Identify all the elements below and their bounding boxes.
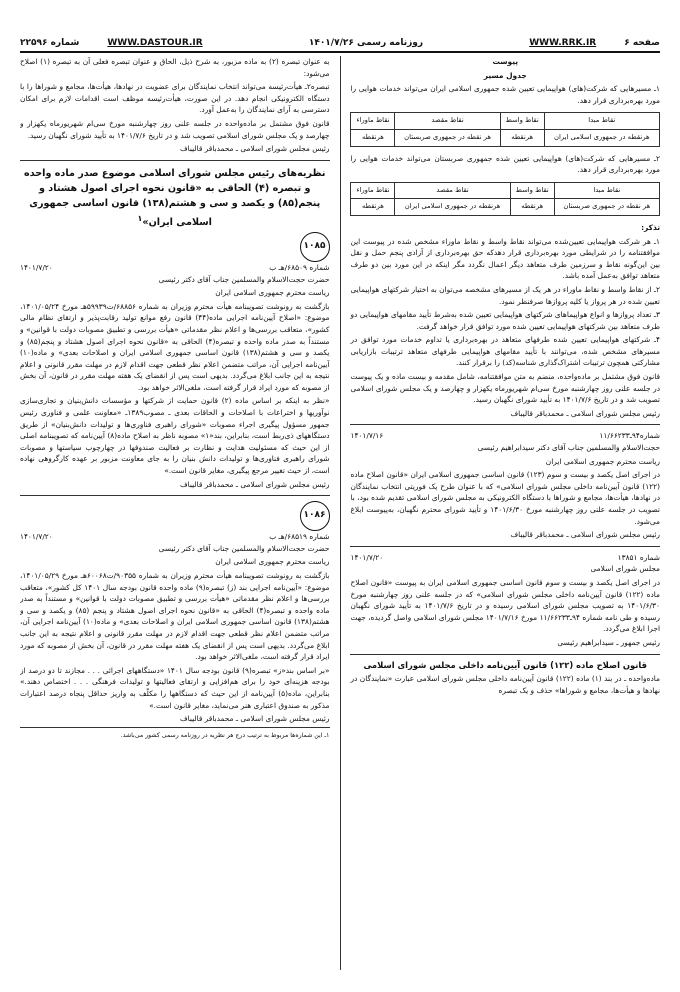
letter-body: در اجرای اصل یکصد و بیست و سوم قانون اساسی جمهوری اسلامی ایران به پیوست «قانون اصلاح ماده (۱۲۲) قانون آیین‌نامه داخلی مجلس شورای اسلامی» که در جلسه علنی روز چهارشنبه مورخ ۱۴۰۱/۶/۳۰ به تصویب مجلس شورای اسلامی رسیده و در تاریخ ۱۴۰۱/۷/۶ به تأیید شورای نگهبان رسیده و طی نامه شماره ۹۴ـ۱۱/۶۶۲۳۳ مورخ ۱۴۰۱/۷/۱۶ مجلس شورای اسلامی واصل گردیده، جهت اجرا ابلاغ می‌گردد. bbox=[350, 577, 660, 634]
signature: رئیس مجلس شورای اسلامی ـ محمدباقر قالیباف bbox=[179, 479, 330, 489]
divider bbox=[20, 495, 330, 496]
column-divider bbox=[340, 56, 341, 970]
letter-meta bbox=[350, 552, 660, 564]
table-header: نقاط ماوراء bbox=[351, 182, 395, 199]
route-table-title: جدول مسیر bbox=[483, 70, 527, 80]
table-row bbox=[351, 129, 660, 146]
note-title: تذکر: bbox=[641, 222, 660, 232]
footnote: ۱ـ این شماره‌ها مربوط به ترتیب درج هر نظریه در روزنامه رسمی کشور می‌باشد. bbox=[20, 727, 330, 742]
table-cell: هرنقطه bbox=[351, 199, 395, 216]
divider bbox=[350, 546, 660, 547]
signature: رئیس مجلس شورای اسلامی ـ محمدباقر قالیباف bbox=[510, 408, 660, 418]
letter-body: بازگشت به رونوشت تصویبنامه هیأت محترم وزیران به شماره ۹۰۳۵۵/ت۶۰۰۶۸هـ مورخ ۱۴۰۱/۰۵/۲۹، موضوع: «آیین‌نامه اجرایی بند (ز) تبصره(۹) ماده واحده قانون بودجه سال ۱۴۰۱ کل کشور»، متعاقب بررسی‌ها و اعلام نظر مقدماتی «هیأت بررسی و تطبیق مصوبات دولت با قوانین» و مستنداً به صدر ماده واحده و تبصره(۴) الحاقی به «قانون نحوه اجرای اصول هشتاد و پنجم (۸۵) و یکصد و سی و هشتم(۱۳۸) قانون اساسی جمهوری اسلامی ایران و اصلاحات بعدی» و ماده(۱۰) آیین‌نامه اجرایی آن، مراتب متضمن اعلام نظر قطعی جهت اقدام لازم در مهلت مقرر قانونی و اعلام نتیجه به این جانب ابلاغ می‌گردد. بدیهی است پس از انقضای یک هفته مهلت مقرر در قانون، آن بخش از مصوبه که مورد ایراد قرار گرفته است، ملغی‌الاثر خواهد بود. bbox=[19, 571, 330, 662]
letter-number: شماره ۶۸۵۰۹/هـ ب bbox=[269, 262, 330, 272]
right-column bbox=[350, 56, 660, 970]
note-item: ۲ـ از نقاط واسط و نقاط ماوراء در هر یک از مسیرهای مشخصه می‌توان به اختیار شرکتهای هواپیمایی تعیین شده در هر پرواز یا کلیه پروازها صرفنظر نمود. bbox=[350, 284, 660, 306]
table-row bbox=[351, 199, 660, 216]
letter-recipient: مجلس شورای اسلامی bbox=[590, 564, 660, 574]
footnote-marker: ۱ bbox=[137, 213, 143, 223]
letter-date: ۱۴۰۱/۷/۱۶ bbox=[350, 431, 384, 441]
letter-meta bbox=[350, 430, 660, 442]
table-header: نقاط واسط bbox=[510, 182, 554, 199]
letter-date: ۱۴۰۱/۷/۲۰ bbox=[19, 532, 53, 542]
divider bbox=[350, 424, 660, 425]
law-closing-text: قانون فوق مشتمل بر ماده‌واحده در جلسه علنی روز چهارشنبه مورخ سی‌ام شهریورماه یکهزار و چهارصد و یک مجلس شورای اسلامی تصویب شد و در تاریخ ۱۴۰۱/۷/۶ به تأیید شورای نگهبان رسید. bbox=[19, 118, 330, 140]
table-header: نقاط مبدا bbox=[544, 113, 659, 130]
route-item-2: ۲ـ مسیرهایی که شرکت(های) هواپیمایی تعیین شده جمهوری صربستان می‌تواند خدمات هوایی را مورد بهره‌برداری قرار دهد. bbox=[350, 153, 660, 175]
table-header: نقاط مبدا bbox=[554, 182, 659, 199]
table-cell: هرنقطه در جمهوری اسلامی ایران bbox=[395, 199, 510, 216]
letter-date: ۱۴۰۱/۷/۲۰ bbox=[19, 262, 53, 272]
note-item: ۴ـ شرکتهای هواپیمایی تعیین شده طرفهای متعاهد در بهره‌برداری یا تداوم خدمات مورد توافق در مسیرهای مشخص شده، می‌توانند با تأیید مقامهای هواپیمایی طرفهای متعاهد ترتیبات بازاریابی مشارکتی همچون ترتیبات اشتراک‌گذاری شناسه(کد) را برقرار کنند. bbox=[350, 335, 660, 368]
signature: رئیس مجلس شورای اسلامی ـ محمدباقر قالیباف bbox=[510, 530, 660, 540]
letter-body: در اجرای اصل یکصد و بیست و سوم (۱۲۳) قانون اساسی جمهوری اسلامی ایران «قانون اصلاح ماده (۱۲۲) قانون آیین‌نامه داخلی مجلس شورای اسلامی» که با عنوان طرح یک فوریتی انتخاب نمایندگان در نهادها، هیأت‌ها، مجامع و شوراها با دستگاه الکترونیکی به مجلس شورای اسلامی تقدیم شده بود، با تصویب در جلسه علنی روز چهارشنبه مورخ ۱۴۰۱/۶/۳۰ و تأیید شورای محترم نگهبان، به‌پیوست ابلاغ می‌شود. bbox=[350, 470, 660, 526]
letter-date: ۱۴۰۱/۷/۲۰ bbox=[350, 552, 384, 562]
route-table-iran bbox=[350, 112, 660, 146]
letter-body-quote: «نظر به اینکه بر اساس ماده (۲) قانون حمایت از شرکتها و مؤسسات دانش‌بنیان و تجاری‌سازی نوآوریها و اختراعات با اصلاحات و الحاقات بعدی ـ مصوب۱۳۸۹ـ «معاونت علمی و فناوری رئیس جمهور مسؤول پیگیری اجراء مصوبات «شورای راهبری فناوری‌ها و تولیدات دانش‌بنیان» از طریق دستگاههای ذی‌ربط است، بنابراین، بند«۱» مصوبه ناظر به اصلاح ماده(۸) آیین‌نامه که تصویبنامه اصلی از این حیث که مسئولیت هدایت و نظارت بر فعالیت صندوقها در چهارچوب سیاستها و مصوبات شورای راهبری فناوری‌ها و تولیدات دانش بنیان را به جای معاونت مزبور بر عهده کارگروهی نهاده است، از حیث تغییر مرجع پیگیری، مغایر قانون است.» bbox=[19, 396, 330, 476]
letter-recipient-title: ریاست محترم جمهوری اسلامی ایران bbox=[545, 456, 660, 466]
signature: رئیس مجلس شورای اسلامی ـ محمدباقر قالیباف bbox=[179, 714, 330, 724]
route-table-serbia bbox=[350, 182, 660, 216]
signature: رئیس جمهور ـ سیدابراهیم رئیسی bbox=[557, 637, 660, 647]
note-item: ۳ـ تعداد پروازها و انواع هواپیماهای شرکتهای هواپیمایی تعیین شده به‌شرط تأیید مقامهای هواپیمایی دو طرف متعاهد بین شرکتهای هواپیمایی تعیین شده مورد توافق قرار خواهد گرفت. bbox=[350, 310, 660, 331]
letter-number: شماره۹۴ـ۱۱/۶۶۲۳۳ bbox=[599, 431, 660, 441]
table-cell: هرنقطه bbox=[351, 129, 395, 146]
letter-recipient-title: ریاست محترم جمهوری اسلامی ایران bbox=[215, 557, 330, 567]
letter-number: شماره ۱۳۸۵۱ bbox=[617, 552, 660, 562]
appendix-title: پیوست bbox=[492, 57, 518, 66]
law-title: قانون اصلاح ماده (۱۲۲) قانون آیین‌نامه داخلی مجلس شورای اسلامی bbox=[363, 659, 648, 670]
letter-body: بازگشت به رونوشت تصویبنامه هیأت محترم وزیران به شماره ۶۸۸۵۶/ت۵۹۹۳۹هـ مورخ ۱۴۰۱/۰۵/۲۴، موضوع: «اصلاح آیین‌نامه اجرایی ماده(۴۴) قانون رفع موانع تولید رقابت‌پذیر و ارتقای نظام مالی کشور»، متعاقب بررسی‌ها و اعلام نظر مقدماتی «هیأت بررسی و تطبیق مصوبات دولت با قوانین» و مستنداً به صدر ماده واحده و تبصره(۴) الحاقی به «قانون نحوه اجرای اصول هشتاد و پنجم(۸۵) و یکصد و سی و هشتم(۱۳۸) قانون اساسی جمهوری اسلامی ایران و اصلاحات بعدی» و ماده(۱۰) آیین‌نامه اجرایی آن، مراتب متضمن اعلام نظر قطعی جهت اقدام لازم در مهلت مقرر قانونی و اعلام نتیجه به این جانب ابلاغ می‌گردد. بدیهی است پس از انقضای یک هفته مهلت مقرر در قانون، آن بخش از مصوبه که مورد ایراد قرار گرفته است، ملغی‌الاثر خواهد بود. bbox=[19, 301, 330, 392]
header-left-group bbox=[20, 38, 203, 48]
section-heading-text: نظریه‌های رئیس مجلس شورای اسلامی موضوع صدر ماده واحده و تبصره (۴) الحاقی به «قانون نحوه اجرای اصول هشتاد و پنجم(۸۵) و یکصد و سی و هشتم(۱۳۸) قانون اساسی جمهوری اسلامی ایران» bbox=[24, 167, 326, 228]
divider bbox=[350, 654, 660, 655]
table-header: نقاط مقصد bbox=[395, 182, 510, 199]
table-header: نقاط واسط bbox=[500, 113, 544, 130]
divider bbox=[20, 160, 330, 161]
letter-recipient: حضرت حجت‌الاسلام والمسلمین جناب آقای دکتر رئیسی bbox=[158, 543, 330, 553]
letter-recipient: حضرت حجت‌الاسلام والمسلمین جناب آقای دکتر رئیسی bbox=[158, 274, 330, 284]
opinion-header bbox=[20, 501, 330, 531]
letter-number: شماره ۶۸۵۱۹/هـ ب bbox=[269, 532, 330, 542]
table-cell: هر نقطه در جمهوری صربستان bbox=[554, 199, 659, 216]
opinion-number-badge: ۱۰۸۵ bbox=[300, 232, 330, 262]
newspaper-date: روزنامه رسمی ۱۴۰۱/۷/۲۶ bbox=[308, 38, 424, 48]
table-cell: هر نقطه در جمهوری صربستان bbox=[395, 129, 500, 146]
letter-meta bbox=[20, 531, 330, 543]
table-cell: هرنقطه در جمهوری اسلامی ایران bbox=[544, 129, 659, 146]
note-item: ۱ـ هر شرکت هواپیمایی تعیین‌شده می‌تواند نقاط واسط و نقاط ماوراء مشخص شده در پیوست این موافقتنامه را در شرایطی مورد بهره‌برداری قرار دهدکه حق بهره‌برداری از آزادی پنجم حمل و نقل بین این‌گونه نقاط و سرزمین طرف متعاهد دیگر اعمال نگردد مگر اینکه در این مورد بین دو طرف متعاهد توافق به‌عمل آمده باشد. bbox=[350, 236, 660, 281]
letter-meta bbox=[20, 262, 330, 274]
two-column-body bbox=[20, 56, 660, 970]
header-right-group bbox=[529, 38, 660, 48]
opinion-number-badge: ۱۰۸۶ bbox=[300, 501, 330, 531]
route-item-1: ۱ـ مسیرهایی که شرکت(های) هواپیمایی تعیین شده جمهوری اسلامی ایران می‌تواند خدمات هوایی را مورد بهره‌برداری قرار دهد. bbox=[350, 84, 660, 105]
section-heading bbox=[20, 166, 330, 230]
letter-recipient-title: ریاست محترم جمهوری اسلامی ایران bbox=[215, 288, 330, 298]
letter-recipient: حجت‌الاسلام والمسلمین جناب آقای دکتر سیدابراهیم رئیسی bbox=[477, 443, 660, 453]
law-note-2: تبصره۲ـ هیأت‌رئیسه می‌تواند انتخاب نمایندگان برای عضویت در نهادها، هیأت‌ها، مجامع و شوراها را با دستگاه الکترونیکی انجام دهد. در این صورت، هیأت‌رئیسه موظف است اقدامات لازم برای امکان دسترسی به آرای نمایندگان را به‌عمل آورد. bbox=[19, 82, 330, 115]
left-column bbox=[20, 56, 330, 970]
issue-number: شماره ۲۲۵۹۶ bbox=[20, 38, 80, 48]
page-number: صفحه ۶ bbox=[624, 38, 660, 48]
law-closing-text: قانون فوق مشتمل بر ماده‌واحده، منضم به متن موافقتنامه، شامل مقدمه و بیست ماده و یک پیوست در جلسه علنی روز چهارشنبه مورخ سی‌ام شهریورماه یکهزار و چهارصد و یک مجلس شورای اسلامی تصویب شد و در تاریخ ۱۴۰۱/۷/۶ به تأیید شورای نگهبان رسید. bbox=[350, 372, 660, 405]
opinion-header bbox=[20, 232, 330, 262]
table-cell: هرنقطه bbox=[510, 199, 554, 216]
letter-body-quote: «بر اساس بند«ز» تبصره(۹) قانون بودجه سال ۱۴۰۱ «دستگاههای اجرائی . . . مجازند تا دو درصد از بودجه هزینه‌ای خود را برای هم‌افزایی و ارتقای فعالیتها و تولیدات فرهنگی . . . اختصاص دهند.» بنابراین، ماده(۵) آیین‌نامه از این حیث که دستگاهها را مکلّف به واریز حداقل پنجاه درصد اعتبارات مذکور به صندوق اعتباری هنر می‌نماید، مغایر قانون است.» bbox=[19, 665, 330, 710]
law-continuation: به عنوان تبصره (۲) به ماده مزبور، به شرح ذیل، الحاق و عنوان تبصره فعلی آن به تبصره (۱) اصلاح می‌شود: bbox=[19, 57, 330, 78]
table-header: نقاط ماوراء bbox=[351, 113, 395, 130]
rrk-website-link[interactable]: WWW.RRK.IR bbox=[529, 38, 597, 48]
page-header bbox=[20, 0, 660, 53]
dastour-website-link[interactable]: WWW.DASTOUR.IR bbox=[107, 38, 203, 48]
law-body: ماده‌واحده ـ در بند (۱) ماده (۱۲۲) قانون آیین‌نامه داخلی مجلس شورای اسلامی عبارت «نمایندگان در نهادها و هیأت‌ها، مجامع و شوراها» حذف و یک تبصره bbox=[350, 674, 660, 695]
table-header: نقاط مقصد bbox=[395, 113, 500, 130]
signature: رئیس مجلس شورای اسلامی ـ محمدباقر قالیباف bbox=[179, 144, 330, 154]
table-cell: هرنقطه bbox=[500, 129, 544, 146]
